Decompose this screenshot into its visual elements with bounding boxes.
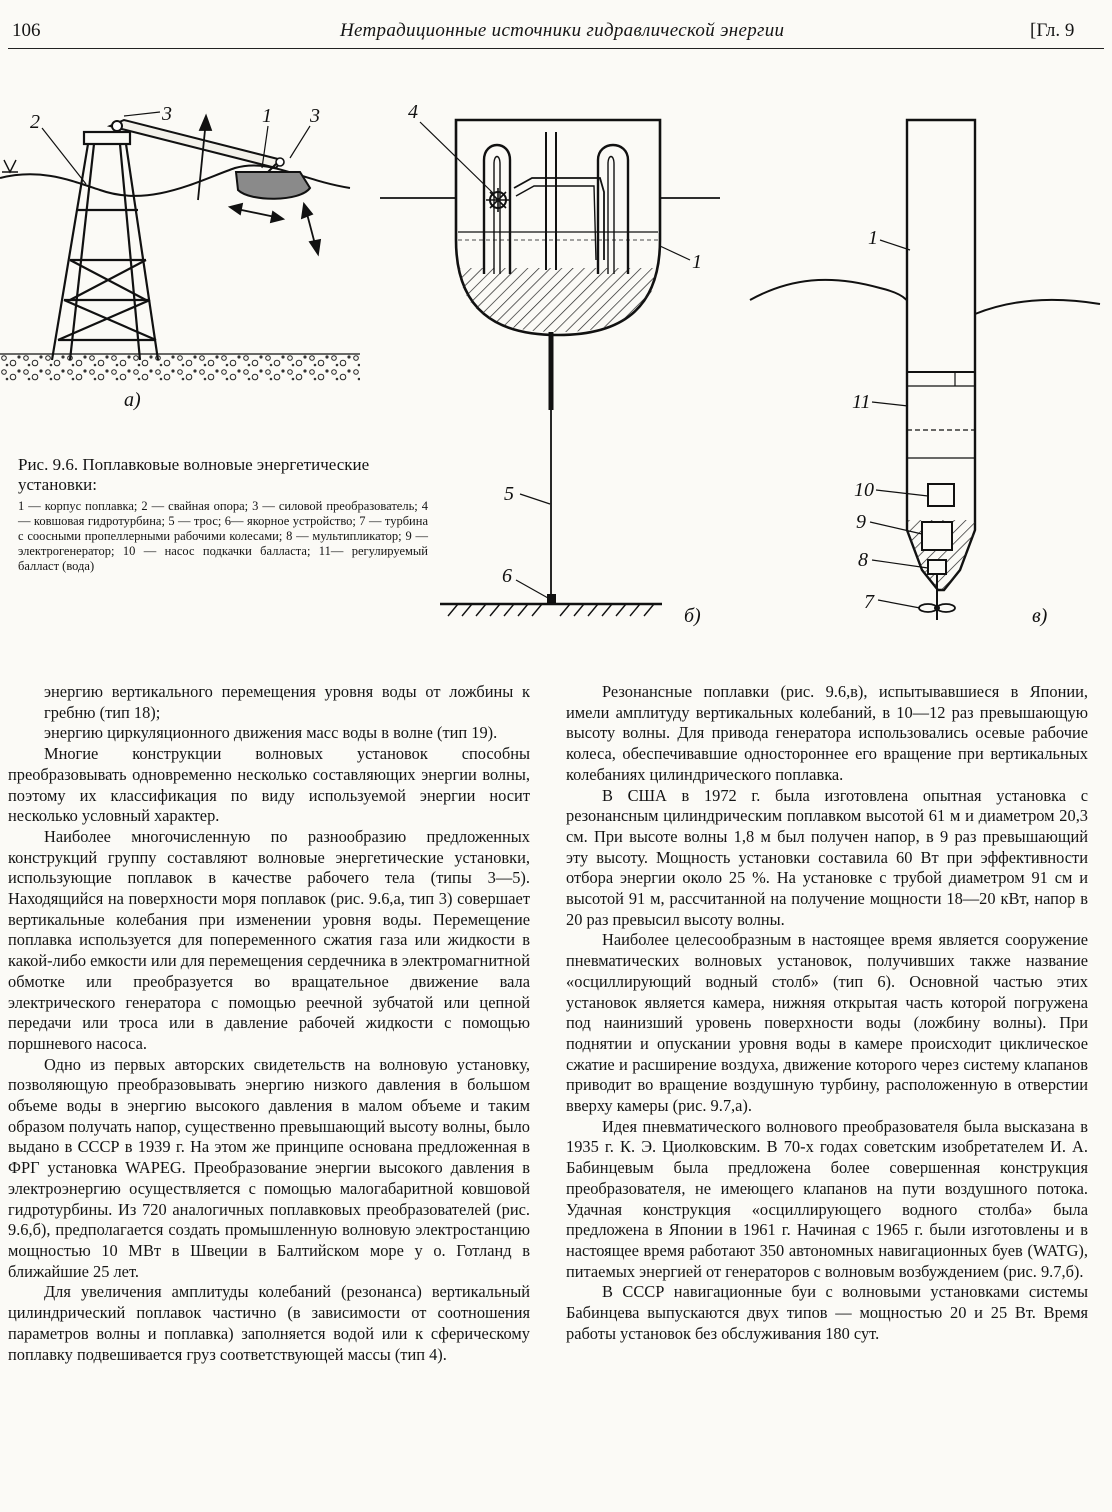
fig-b-sublabel: б) <box>684 605 701 627</box>
fig-a-label-2: 2 <box>30 111 40 133</box>
fig-b-label-5: 5 <box>504 483 514 505</box>
fig-b-label-6: 6 <box>502 565 512 587</box>
fig-c-label-9: 9 <box>856 511 866 533</box>
paragraph: энергию вертикального перемещения уровня воды от ложбины к гребню (тип 18); <box>44 682 530 722</box>
caption-title: Рис. 9.6. Поплавковые волновые энергетические установки: <box>18 455 370 494</box>
right-column <box>566 682 1088 1345</box>
chapter-marker: [Гл. 9 <box>1030 20 1075 41</box>
fig-b-label-4: 4 <box>408 101 418 123</box>
running-title: Нетрадиционные источники гидравлической энергии <box>340 20 785 41</box>
paragraph: Наиболее целесообразным в настоящее время является сооружение пневматических волновых установок, получивших также название «осциллирующий водный столб» (тип 6). Основной частью этих установок является камера, нижняя открытая часть которой погружена под наинизший уровень поверхности воды (ложбину волны). При поднятии и опускании уровня воды в камере происходит циклическое сжатие и расширение воздуха, движение которого через систему клапанов приводит во вращение воздушную турбину, расположенную в отверстии вверху камеры (рис. 9.7,а). <box>566 930 1088 1116</box>
fig-c-label-1: 1 <box>868 227 878 249</box>
fig-c-label-7: 7 <box>864 591 874 613</box>
fig-a-sublabel: а) <box>124 389 141 411</box>
figure-caption <box>18 455 428 574</box>
fig-b-label-1: 1 <box>692 251 702 273</box>
paragraph: энергию циркуляционного движения масс воды в волне (тип 19). <box>44 723 498 743</box>
paragraph: В США в 1972 г. была изготовлена опытная установка с резонансным цилиндрическим поплавком высотой 61 м и диаметром 20,3 см. При высоте волны 1,8 м был получен напор, в 9 раз превышающий эту высоту. Мощность установки составила 60 Вт при эффективности отбора энергии около 25 %. На установке с трубой диаметром 91 см и высотой 91 м, рассчитанной на получение мощности 18—20 кВт, напор в 20 раз превысил высоту волны. <box>566 785 1088 929</box>
running-header <box>0 0 1112 50</box>
caption-legend: 1 — корпус поплавка; 2 — свайная опора; 3 — силовой преобразователь; 4 — ковшовая гидротурбина; 5 — трос; 6— якорное устройство; 7 — турбина с соосными пропеллерными рабочими колесами; 8 — мультипликатор; 9 — электрогенератор; 10 — насос подкачки балласта; 11— регулируемый балласт (вода) <box>18 499 428 573</box>
paragraph: Наиболее многочисленную по разнообразию предложенных конструкций группу составляют волновые энергетические установки, использующие поплавок в качестве рабочего тела (типы 3—5). Находящийся на поверхности моря поплавок (рис. 9.6,а, тип 3) совершает вертикальные колебания при изменении уровня воды. Перемещение поплавка используется для попеременного сжатия газа или жидкости в какой-либо емкости или для перемещения сердечника в электромагнитной обмотке или преобразуется во вращательное движение вала электрического генератора с помощью реечной зубчатой или цепной передачи или троса или в давление рабочей жидкости с помощью поршневого насоса. <box>8 826 530 1053</box>
fig-a-label-1: 1 <box>262 105 272 127</box>
fig-c-label-11: 11 <box>852 391 871 413</box>
fig-c-label-10: 10 <box>854 479 874 501</box>
header-rule <box>8 48 1104 49</box>
paragraph: Одно из первых авторских свидетельств на волновую установку, позволяющую преобразовывать энергию низкого давления в большом объеме воды в энергию высокого давления в малом объеме и таким образом получать напор, существенно превышающий высоту волны, было выдано в СССР в 1939 г. На этом же принципе основана предложенная в ФРГ установка WAPEG. Преобразование энергии высокого давления в электроэнергию осуществляется с помощью малогабаритной ковшовой гидротурбины. Из 720 аналогичных поплавковых преобразователей (рис. 9.6,б), предполагается создать промышленную волновую электростанцию мощностью 10 МВт в Швеции в Балтийском море у о. Готланд в ближайшие 25 лет. <box>8 1054 530 1281</box>
subfigure-a <box>0 103 360 411</box>
paragraph: Многие конструкции волновых установок способны преобразовывать одновременно несколько составляющих энергии волны, поэтому их классификация по виду используемой энергии носит несколько условный характер. <box>8 744 530 826</box>
subfigure-b <box>380 101 720 627</box>
paragraph: Для увеличения амплитуды колебаний (резонанса) вертикальный цилиндрический поплавок частично (в зависимости от соотношения параметров волны и поплавка) заполняется водой или к сферическому поплавку подвешивается груз соответствующей массы (тип 4). <box>8 1282 530 1364</box>
subfigure-c <box>750 120 1100 627</box>
fig-c-label-8: 8 <box>858 549 868 571</box>
page-number: 106 <box>12 20 41 41</box>
paragraph: В СССР навигационные буи с волновыми установками системы Бабинцева выпускаются двух типов — мощностью 20 и 25 Вт. Время работы установок без обслуживания 180 сут. <box>566 1282 1088 1343</box>
left-column <box>8 682 530 1365</box>
fig-a-label-3: 3 <box>162 103 172 125</box>
fig-c-sublabel: в) <box>1032 605 1048 627</box>
paragraph: Идея пневматического волнового преобразователя была высказана в 1935 г. К. Э. Циолковским. В 70-х годах советским изобретателем И. А. Бабинцевым была предложена более совершенная конструкция преобразователя, не имеющего клапанов на пути воздушного потока. Удачная конструкция «осциллирующего водного столба» была предложена в Японии в 1961 г. Начиная с 1965 г. были изготовлены и в настоящее время работают 350 автономных навигационных буев (WATG), питаемых энергией от генераторов с волновым возбуждением (рис. 9.7,б). <box>566 1116 1088 1281</box>
fig-a-label-3b: 3 <box>310 105 320 127</box>
paragraph: Резонансные поплавки (рис. 9.6,в), испытывавшиеся в Японии, имели амплитуду вертикальных колебаний, в 10—12 раз превышающую высоту волны. Для привода генератора использовались осевые рабочие колеса, обеспечивавшие одностороннее его вращение при вертикальных колебаниях цилиндрического поплавка. <box>566 682 1088 784</box>
